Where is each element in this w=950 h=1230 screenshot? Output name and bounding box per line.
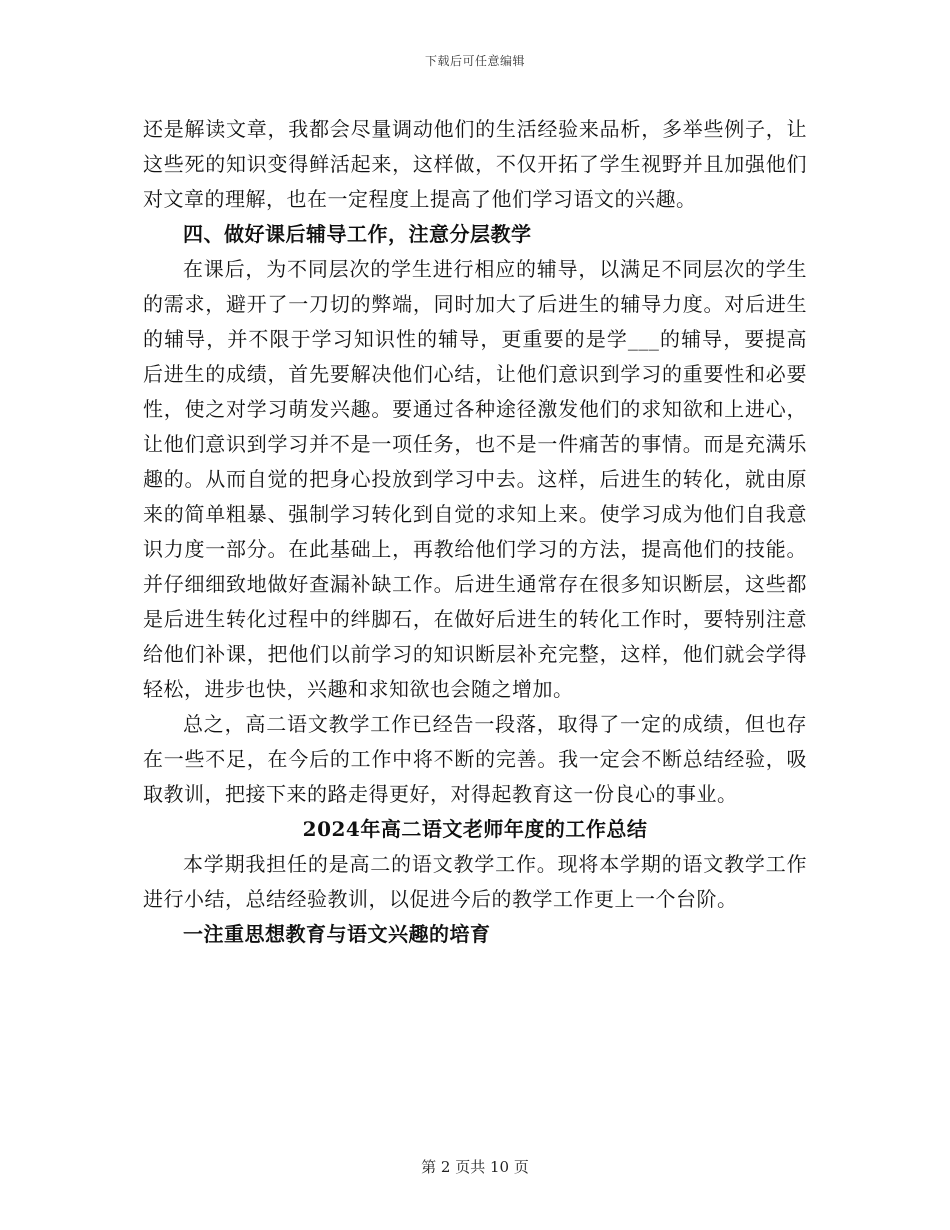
section-heading-4: 四、做好课后辅导工作，注意分层教学	[183, 222, 532, 246]
section-heading-1: 一注重思想教育与语文兴趣的培育	[183, 922, 491, 946]
page-number: 第 2 页共 10 页	[421, 1158, 529, 1176]
paragraph-continuation: 还是解读文章，我都会尽量调动他们的生活经验来品析，多举些例子，让这些死的知识变得鲜活起来，这样做，不仅开拓了学生视野并且加强他们对文章的理解，也在一定程度上提高了他们学习语文的兴趣。	[143, 117, 807, 211]
document-body	[143, 112, 807, 952]
paragraph-summary: 总之，高二语文教学工作已经告一段落，取得了一定的成绩，但也存在一些不足，在今后的工作中将不断的完善。我一定会不断总结经验，吸取教训，把接下来的路走得更好，对得起教育这一份良心的事业。	[143, 712, 807, 806]
page-header: 下载后可任意编辑	[424, 54, 525, 68]
document-title: 2024年高二语文老师年度的工作总结	[302, 817, 648, 841]
paragraph-intro: 本学期我担任的是高二的语文教学工作。现将本学期的语文教学工作进行小结，总结经验教训，以促进今后的教学工作更上一个台阶。	[143, 852, 807, 911]
paragraph-tutoring: 在课后，为不同层次的学生进行相应的辅导，以满足不同层次的学生的需求，避开了一刀切的弊端，同时加大了后进生的辅导力度。对后进生的辅导，并不限于学习知识性的辅导，更重要的是学___的辅导，要提高后进生的成绩，首先要解决他们心结，让他们意识到学习的重要性和必要性，使之对学习萌发兴趣。要通过各种途径激发他们的求知欲和上进心，让他们意识到学习并不是一项任务，也不是一件痛苦的事情。而是充满乐趣的。从而自觉的把身心投放到学习中去。这样，后进生的转化，就由原来的简单粗暴、强制学习转化到自觉的求知上来。使学习成为他们自我意识力度一部分。在此基础上，再教给他们学习的方法，提高他们的技能。并仔细细致地做好查漏补缺工作。后进生通常存在很多知识断层，这些都是后进生转化过程中的绊脚石，在做好后进生的转化工作时，要特别注意给他们补课，把他们以前学习的知识断层补充完整，这样，他们就会学得轻松，进步也快，兴趣和求知欲也会随之增加。	[143, 257, 807, 701]
